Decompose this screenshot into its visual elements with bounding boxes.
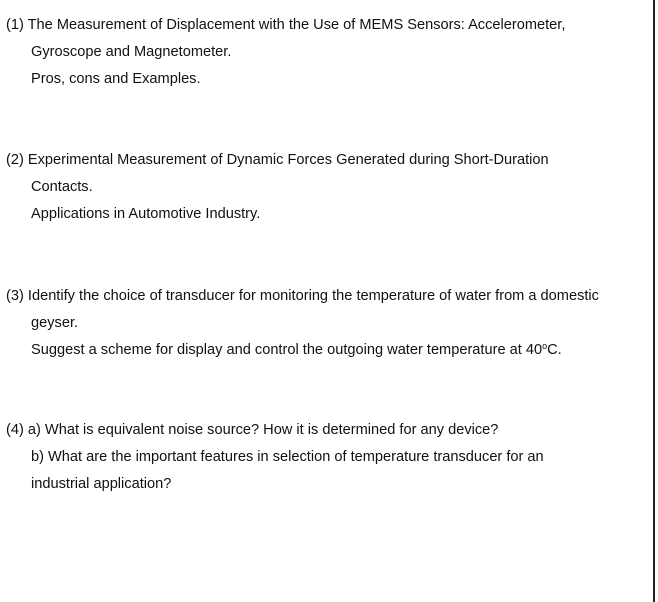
question-text: C. bbox=[547, 342, 562, 358]
question-number: (3) bbox=[6, 288, 24, 304]
question-number: (4) bbox=[6, 422, 24, 438]
question-line: Contacts. bbox=[31, 179, 93, 195]
question-text: The Measurement of Displacement with the Use of MEMS Sensors: Accelerometer, bbox=[27, 17, 566, 33]
question-line bbox=[6, 337, 646, 364]
question-line bbox=[6, 283, 646, 310]
question-line: industrial application? bbox=[31, 476, 172, 492]
question-2 bbox=[6, 147, 646, 228]
question-line: Pros, cons and Examples. bbox=[31, 71, 201, 87]
question-4 bbox=[6, 417, 646, 498]
question-number: (1) bbox=[6, 17, 24, 33]
question-line: geyser. bbox=[31, 315, 79, 331]
question-1 bbox=[6, 12, 646, 93]
page-border bbox=[653, 0, 655, 602]
question-line: b) What are the important features in selection of temperature transducer for an bbox=[31, 449, 544, 465]
question-line bbox=[6, 12, 646, 39]
question-3 bbox=[6, 283, 646, 364]
question-text: a) What is equivalent noise source? How it is determined for any device? bbox=[27, 422, 499, 438]
question-text: Suggest a scheme for display and control the outgoing water temperature at 40 bbox=[31, 342, 543, 358]
degree-superscript: o bbox=[542, 341, 548, 351]
question-line bbox=[6, 417, 646, 444]
question-line bbox=[6, 147, 646, 174]
question-text: Identify the choice of transducer for monitoring the temperature of water from a domestic bbox=[27, 288, 599, 304]
question-text: Experimental Measurement of Dynamic Forces Generated during Short-Duration bbox=[27, 152, 549, 168]
question-line: Gyroscope and Magnetometer. bbox=[31, 44, 232, 60]
question-number: (2) bbox=[6, 152, 24, 168]
question-line: Applications in Automotive Industry. bbox=[31, 206, 261, 222]
